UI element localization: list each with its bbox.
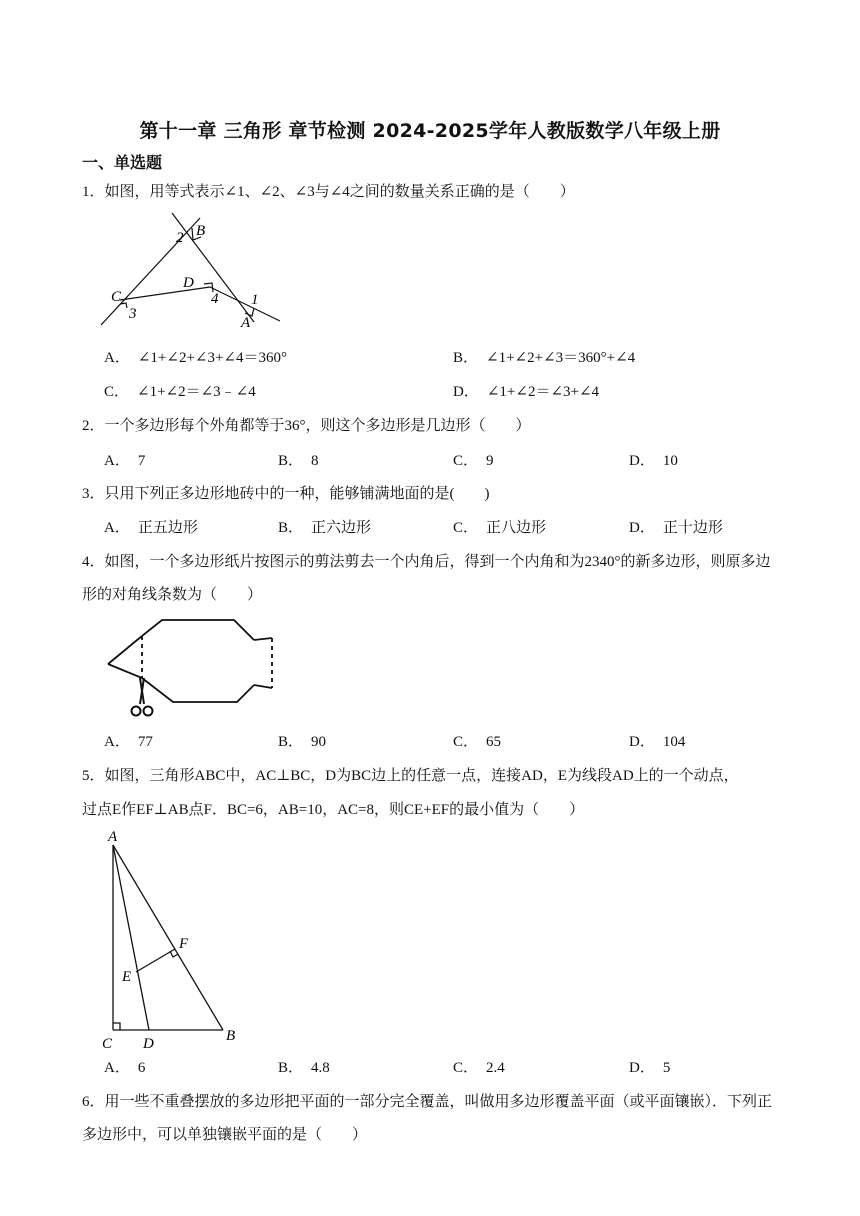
label-angle-1: 1 — [251, 292, 259, 308]
option-text: 90 — [311, 734, 327, 750]
label-angle-3: 3 — [129, 306, 137, 322]
question-number: 4． — [82, 554, 105, 570]
question-text: 如图，一个多边形纸片按图示的剪法剪去一个内角后，得到一个内角和为2340°的新多边形，则原多边 — [104, 554, 771, 570]
question-text: 如图，用等式表示∠1、∠2、∠3与∠4之间的数量关系正确的是（ ） — [104, 184, 575, 200]
option-3d[interactable] — [629, 518, 723, 538]
question-text: 一个多边形每个外角都等于36°，则这个多边形是几边形（ ） — [104, 418, 531, 434]
option-label: C． — [453, 1060, 479, 1076]
option-label: D． — [629, 453, 655, 469]
option-label: A． — [104, 520, 130, 536]
label-F: F — [179, 936, 189, 952]
option-text: ∠1+∠2＝∠3﹣∠4 — [137, 384, 256, 400]
question-number: 3． — [82, 486, 105, 502]
option-label: B． — [453, 350, 479, 366]
question-3 — [82, 484, 490, 504]
label-B: B — [226, 1028, 236, 1044]
question-2 — [82, 416, 531, 436]
option-label: A． — [104, 350, 130, 366]
option-text: 9 — [486, 453, 494, 469]
question-6-line-2: 多边形中，可以单独镶嵌平面的是（ ） — [82, 1127, 368, 1143]
option-text: 77 — [137, 734, 153, 750]
question-5 — [82, 766, 739, 786]
page-title: 第十一章 三角形 章节检测 2024-2025学年人教版数学八年级上册 — [139, 120, 721, 142]
option-1d[interactable] — [453, 382, 599, 402]
option-5c[interactable] — [453, 1058, 505, 1078]
option-text: 6 — [137, 1060, 146, 1076]
option-5a[interactable] — [104, 1058, 145, 1078]
option-label: C． — [453, 734, 479, 750]
option-label: D． — [629, 520, 655, 536]
option-label: A． — [104, 1060, 130, 1076]
option-3b[interactable] — [278, 518, 371, 538]
option-1b[interactable] — [453, 348, 635, 368]
option-label: D． — [453, 384, 479, 400]
label-C: C — [111, 289, 122, 305]
option-text: 7 — [137, 453, 146, 469]
option-text: 正十边形 — [662, 520, 723, 536]
option-label: D． — [629, 1060, 655, 1076]
option-5d[interactable] — [629, 1058, 670, 1078]
section-heading: 一、单选题 — [82, 153, 163, 172]
option-4c[interactable] — [453, 732, 501, 752]
option-text: 正六边形 — [311, 520, 372, 536]
option-4b[interactable] — [278, 732, 326, 752]
question-6 — [82, 1092, 772, 1112]
option-2d[interactable] — [629, 451, 678, 471]
option-label: B． — [278, 1060, 304, 1076]
label-angle-4: 4 — [211, 291, 219, 307]
label-D: D — [143, 1036, 154, 1052]
option-1c[interactable] — [104, 382, 256, 402]
option-label: A． — [104, 453, 130, 469]
option-label: B． — [278, 734, 304, 750]
label-B: B — [196, 223, 206, 239]
label-angle-2: 2 — [176, 230, 184, 246]
figure-q5 — [100, 826, 250, 1052]
label-D: D — [183, 275, 194, 291]
option-1a[interactable] — [104, 348, 287, 368]
figure-q1 — [96, 212, 286, 332]
option-text: 正八边形 — [486, 520, 547, 536]
option-2a[interactable] — [104, 451, 145, 471]
label-E: E — [122, 969, 132, 985]
option-label: C． — [453, 520, 479, 536]
option-label: B． — [278, 520, 304, 536]
option-5b[interactable] — [278, 1058, 330, 1078]
option-4d[interactable] — [629, 732, 685, 752]
question-number: 6． — [82, 1094, 105, 1110]
option-label: C． — [104, 384, 130, 400]
option-text: 2.4 — [486, 1060, 505, 1076]
label-A: A — [241, 315, 251, 331]
option-text: 正五边形 — [137, 520, 198, 536]
option-label: B． — [278, 453, 304, 469]
option-2b[interactable] — [278, 451, 319, 471]
label-A: A — [108, 829, 118, 845]
option-text: ∠1+∠2+∠3＝360°+∠4 — [486, 350, 636, 366]
question-text: 只用下列正多边形地砖中的一种，能够铺满地面的是( ) — [104, 486, 490, 502]
question-number: 2． — [82, 418, 105, 434]
option-text: 5 — [662, 1060, 671, 1076]
option-text: ∠1+∠2＝∠3+∠4 — [486, 384, 600, 400]
option-label: A． — [104, 734, 130, 750]
option-3a[interactable] — [104, 518, 198, 538]
figure-q4 — [104, 616, 280, 720]
question-text: 如图，三角形ABC中，AC⊥BC，D为BC边上的任意一点，连接AD，E为线段AD上的一个动点， — [104, 768, 739, 784]
option-3c[interactable] — [453, 518, 546, 538]
option-text: ∠1+∠2+∠3+∠4＝360° — [137, 350, 287, 366]
option-text: 4.8 — [311, 1060, 330, 1076]
question-5-line-2: 过点E作EF⊥AB点F．BC=6，AB=10，AC=8，则CE+EF的最小值为（ ） — [82, 802, 585, 818]
question-1 — [82, 182, 575, 202]
question-number: 1． — [82, 184, 105, 200]
option-2c[interactable] — [453, 451, 494, 471]
label-C: C — [102, 1036, 113, 1052]
question-text: 用一些不重叠摆放的多边形把平面的一部分完全覆盖，叫做用多边形覆盖平面（或平面镶嵌）．下列正 — [104, 1094, 773, 1110]
question-4 — [82, 552, 771, 572]
option-text: 65 — [486, 734, 502, 750]
question-4-line-2: 形的对角线条数为（ ） — [82, 587, 263, 603]
option-text: 8 — [311, 453, 319, 469]
option-4a[interactable] — [104, 732, 153, 752]
option-label: C． — [453, 453, 479, 469]
option-text: 104 — [662, 734, 686, 750]
option-text: 10 — [662, 453, 678, 469]
question-number: 5． — [82, 768, 105, 784]
option-label: D． — [629, 734, 655, 750]
